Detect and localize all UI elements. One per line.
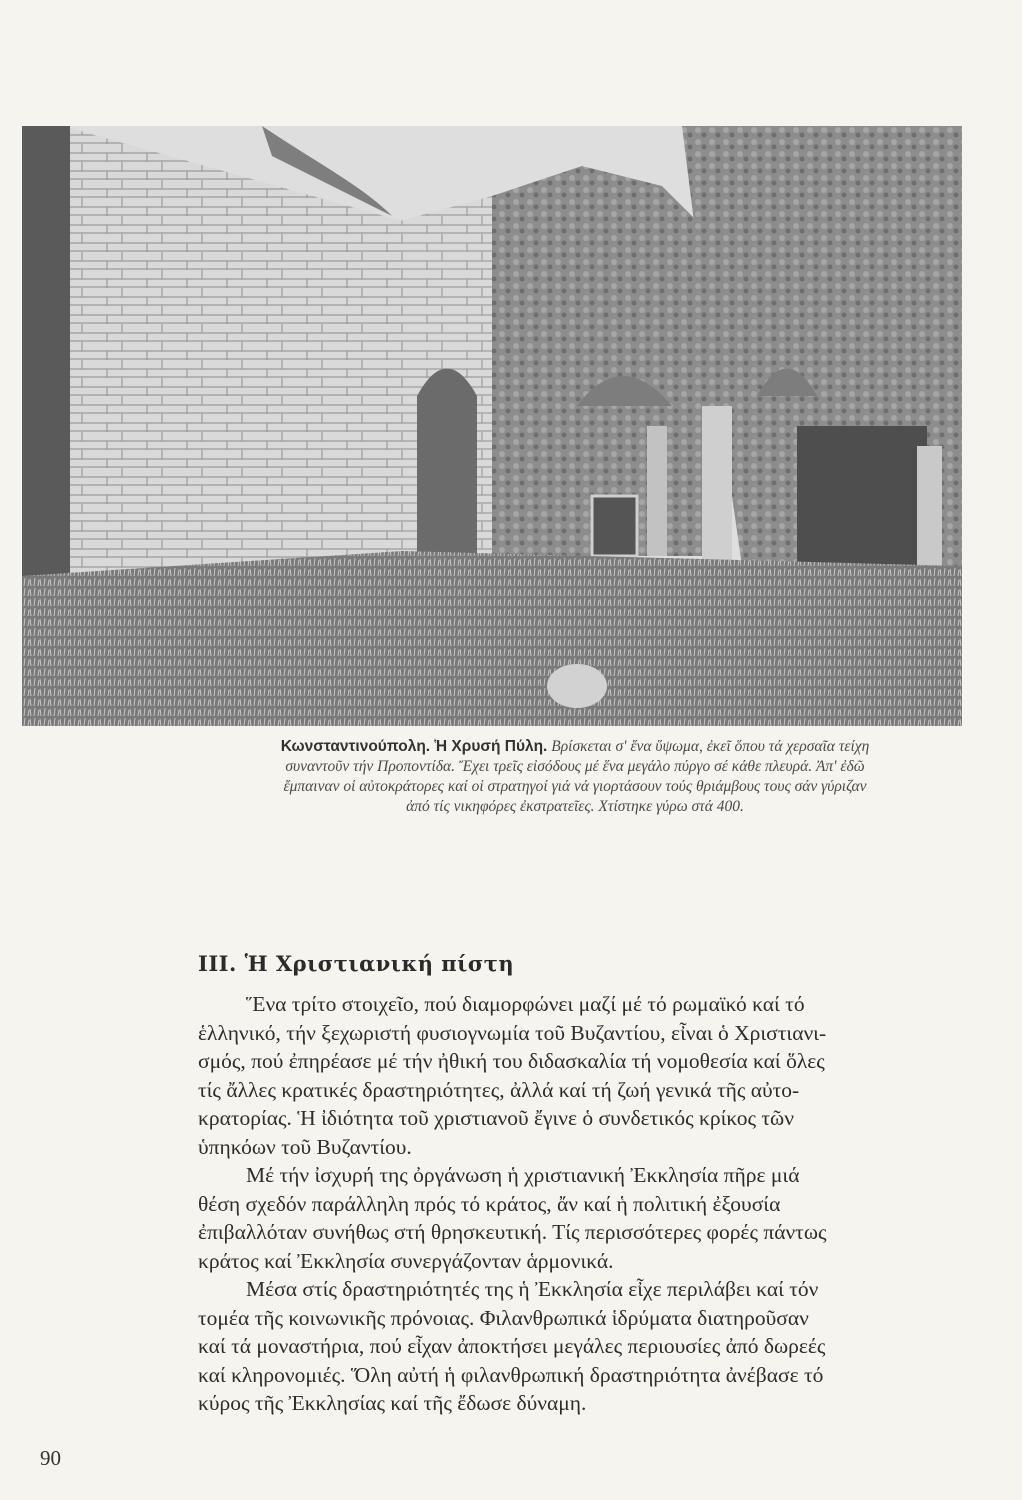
photo-caption [180, 737, 970, 817]
text-line: ἐπιβαλλόταν συνήθως στή θρησκευτική. Τίς περισσότερες φορές πάντως [198, 1220, 827, 1244]
caption-line: ἔμπαιναν οἱ αὐτοκράτορες καί οἱ στρατηγοί γιά νά γιορτάσουν τούς θριάμβους τους σάν γύριζαν [283, 778, 867, 795]
text-line: τίς ἄλλες κρατικές δραστηριότητες, ἀλλά καί τή ζωή γενικά τῆς αὐτο- [198, 1077, 800, 1102]
paragraph [198, 1161, 970, 1275]
paragraph [198, 1275, 970, 1418]
page-number: 90 [40, 1446, 61, 1470]
body-text [198, 990, 970, 1418]
text-line: Μέ τήν ἰσχυρή της ὀργάνωση ἡ χριστιανική Ἐκκλησία πῆρε μιά [246, 1163, 800, 1187]
text-line: ἑλληνικό, τήν ξεχωριστή φυσιογνωμία τοῦ Βυζαντίου, εἶναι ὁ Χριστιανι- [198, 1020, 827, 1045]
paragraph [198, 990, 970, 1161]
text-line: Μέσα στίς δραστηριότητές της ἡ Ἐκκλησία εἶχε περιλάβει καί τόν [246, 1277, 819, 1301]
photo-golden-gate [22, 126, 962, 726]
caption-line: ἀπό τίς νικηφόρες ἐκστρατεῖες. Χτίστηκε γύρω στά 400. [406, 798, 744, 815]
text-line: κρατορίας. Ἡ ἰδιότητα τοῦ χριστιανοῦ ἔγινε ὁ συνδετικός κρίκος τῶν [198, 1106, 794, 1130]
text-line: θέση σχεδόν παράλληλη πρός τό κράτος, ἄν καί ἡ πολιτική ἐξουσία [198, 1191, 781, 1216]
text-line: καί κληρονομιές. Ὅλη αὐτή ἡ φιλανθρωπική δραστηριότητα ἀνέβασε τό [198, 1362, 824, 1387]
caption-line: Βρίσκεται σ' ἕνα ὕψωμα, ἐκεῖ ὅπου τά χερσαῖα τείχη [551, 738, 870, 755]
text-line: καί τά μοναστήρια, πού εἶχαν ἀποκτήσει μεγάλες περιουσίες ἀπό δωρεές [198, 1334, 826, 1358]
caption-line: συναντοῦν τήν Προποντίδα. Ἔχει τρεῖς εἰσόδους μέ ἕνα μεγάλο πύργο σέ κάθε πλευρά. Ἀπ' ἐδῶ [285, 758, 865, 775]
text-line: ὑπηκόων τοῦ Βυζαντίου. [198, 1134, 412, 1159]
text-line: σμός, πού ἐπηρέασε μέ τήν ἠθική του διδασκαλία τή νομοθεσία καί ὅλες [198, 1049, 825, 1073]
text-line: τομέα τῆς κοινωνικῆς πρόνοιας. Φιλανθρωπικά ἱδρύματα διατηροῦσαν [198, 1305, 809, 1330]
text-line: κράτος καί Ἐκκλησία συνεργάζονταν ἁρμονικά. [198, 1248, 614, 1273]
photo-illustration [22, 126, 962, 726]
section-title: III. Ἡ Χριστιανική πίστη [198, 951, 515, 976]
text-line: κύρος τῆς Ἐκκλησίας καί τῆς ἔδωσε δύναμη. [198, 1391, 587, 1415]
text-line: Ἕνα τρίτο στοιχεῖο, πού διαμορφώνει μαζί μέ τό ρωμαϊκό καί τό [246, 992, 805, 1016]
caption-title: Κωνσταντινούπολη. Ἡ Χρυσή Πύλη. [280, 738, 548, 755]
